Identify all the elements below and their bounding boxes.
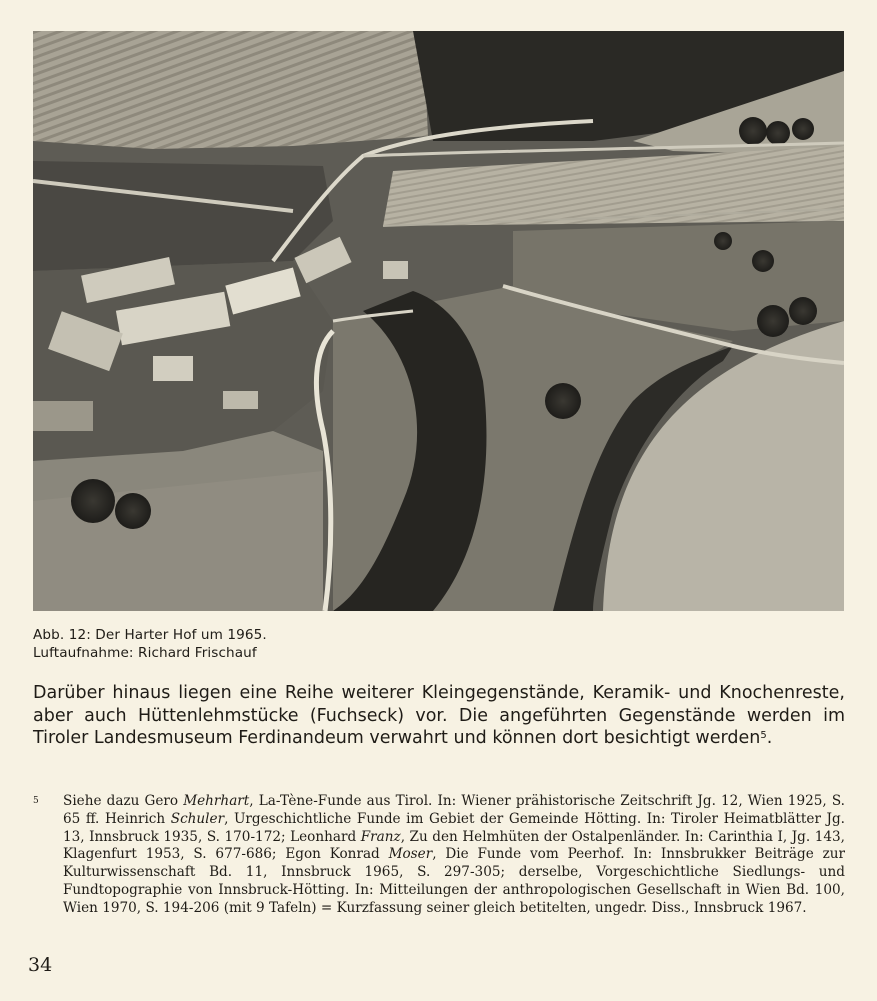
footnote-segment: , Zu den Helmhüten der Ostalpenländer. In: Carinthia I, Jg. 143, Klagenfurt 1953, S. 677-686; Egon Konrad bbox=[63, 828, 845, 863]
footnote-author: Franz bbox=[360, 828, 401, 845]
footnote-reference[interactable]: 5 bbox=[760, 730, 767, 741]
aerial-photograph bbox=[33, 31, 844, 611]
footnote-segment: Siehe dazu Gero bbox=[63, 793, 184, 809]
footnote-number: 5 bbox=[33, 796, 39, 806]
figure-caption bbox=[33, 627, 267, 662]
footnote-segment: , La-Tène-Funde aus Tirol. In: Wiener prähistorische Zeitschrift Jg. 12, Wien 1925, S. 65 ff. Heinrich bbox=[63, 793, 845, 827]
footnote-author: Schuler bbox=[170, 810, 225, 827]
body-paragraph: Darüber hinaus liegen eine Reihe weiterer Kleingegenstände, Keramik- und Knochenreste, aber auch Hüttenlehmstücke (Fuchseck) vor. Die angeführten Gegenstände werden im Tiroler Landesmuseum Ferdinandeum verwahrt und können dort besichtigt werden$^5$. bbox=[33, 683, 845, 748]
footnote-text bbox=[63, 793, 845, 918]
body-paragraph-text: Darüber hinaus liegen eine Reihe weiterer Kleingegenstände, Keramik- und Knochenreste, aber auch Hüttenlehmstücke (Fuchseck) vor. Die angeführten Gegenstände werden im Tiroler Landesmuseum Ferdinandeum verwahrt und können dort besichtigt werden bbox=[33, 683, 845, 748]
footnote-author: Mehrhart bbox=[183, 793, 250, 809]
footnote-author: Moser bbox=[388, 846, 433, 863]
footnote-segment: , Die Funde vom Peerhof. In: Innsbrukker Beiträge zur Kulturwissenschaft Bd. 11, Innsbruck 1965, S. 297-305; derselbe, Vorgeschichtliche Siedlungs- und Fundtopographie von Innsbruck-Hötting. In: Mitteilungen der anthropologischen Gesellschaft in Wien Bd. 100, Wien 1970, S. 194-206 (mit 9 Tafeln) = Kurzfassung seiner gleich betitelten, ungedr. Diss., Innsbruck 1967. bbox=[63, 846, 845, 916]
footnote-segment: , Urgeschichtliche Funde im Gebiet der Gemeinde Hötting. In: Tiroler Heimatblätter Jg. 13, Innsbruck 1935, S. 170-172; Leonhard bbox=[63, 810, 845, 845]
caption-credit: Luftaufnahme: Richard Frischauf bbox=[33, 644, 257, 661]
page-number: 34 bbox=[28, 954, 53, 976]
caption-title: Abb. 12: Der Harter Hof um 1965. bbox=[33, 627, 267, 643]
